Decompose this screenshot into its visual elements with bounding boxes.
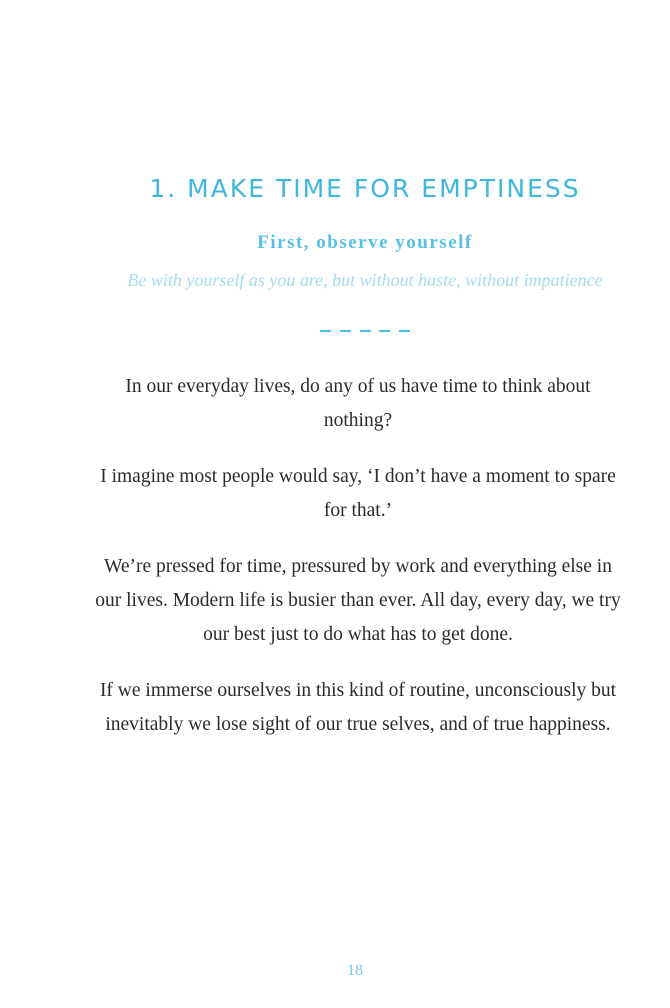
body-paragraph: We’re pressed for time, pressured by work and everything else in our lives. Modern life is busier than ever. All day, every day, we try our best just to do what has to get done. [95, 556, 621, 645]
chapter-epigraph: Be with yourself as you are, but without haste, without impatience [127, 270, 603, 290]
divider-dash [320, 330, 331, 332]
page-number: 18 [347, 962, 363, 979]
divider-dash [340, 330, 351, 332]
divider-dash [399, 330, 410, 332]
body-text [92, 370, 624, 764]
divider-dash [379, 330, 390, 332]
body-paragraph: If we immerse ourselves in this kind of routine, unconsciously but inevitably we lose sight of our true selves, and of true happiness. [99, 680, 617, 735]
body-paragraph: In our everyday lives, do any of us have time to think about nothing? [125, 376, 591, 431]
divider-dash [360, 330, 371, 332]
chapter-subtitle: First, observe yourself [257, 232, 473, 253]
body-paragraph: I imagine most people would say, ‘I don’t have a moment to spare for that.’ [100, 466, 616, 521]
chapter-title: 1. MAKE TIME FOR EMPTINESS [149, 174, 581, 203]
section-divider [320, 326, 410, 336]
